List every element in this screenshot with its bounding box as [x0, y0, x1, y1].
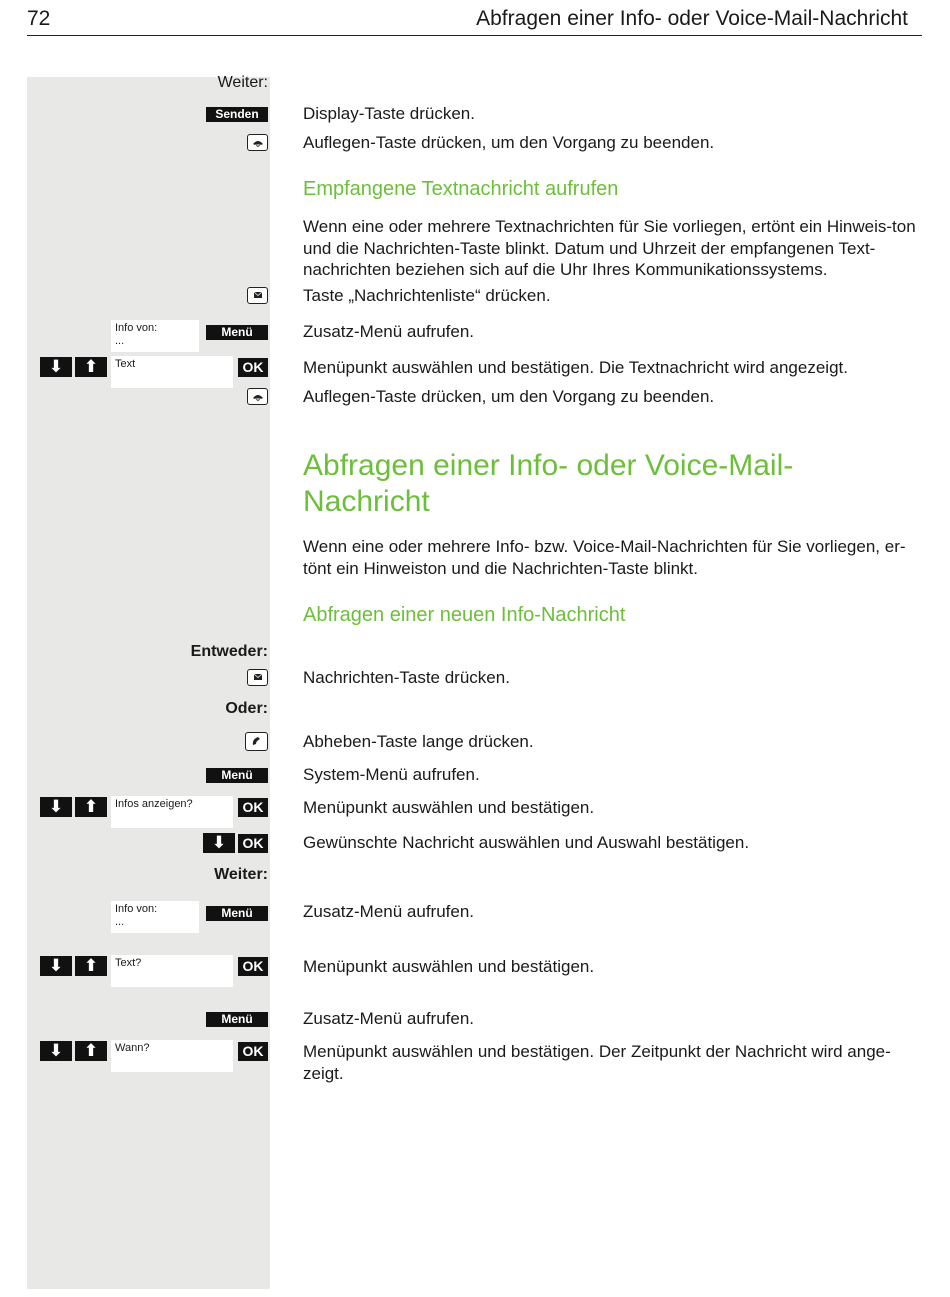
display-text-q — [111, 955, 233, 987]
display-info-von-1 — [111, 320, 199, 352]
display-info-von-2 — [111, 901, 199, 933]
page-header — [27, 0, 922, 36]
display-line-1: Info von: — [115, 903, 158, 915]
para-main: Wenn eine oder mehrere Info- bzw. Voice-Mail-Nachrichten für Sie vorliegen, er-tönt ein Hinweiston und die Nachrichten-Taste blinkt. — [303, 537, 906, 578]
display-infos-anzeigen — [111, 796, 233, 828]
step-select-confirm-2: Menüpunkt auswählen und bestätigen. — [303, 957, 595, 976]
display-wann — [111, 1040, 233, 1072]
menu-softkey: Menü — [206, 906, 268, 921]
display-line-2: ... — [115, 335, 125, 347]
ok-key: OK — [238, 358, 268, 377]
down-arrow-key: ⬇ — [40, 1041, 72, 1061]
envelope-icon — [247, 287, 268, 304]
display-text — [111, 356, 233, 388]
step-display-key: Display-Taste drücken. — [303, 104, 475, 123]
hangup-icon — [247, 388, 268, 405]
step-message-key: Nachrichten-Taste drücken. — [303, 668, 510, 687]
step-extra-menu-2: Zusatz-Menü aufrufen. — [303, 902, 475, 921]
ok-key: OK — [238, 834, 268, 853]
step-extra-menu-3: Zusatz-Menü aufrufen. — [303, 1009, 475, 1028]
handset-icon — [245, 732, 268, 751]
page-number: 72 — [27, 7, 51, 30]
step-system-menu: System-Menü aufrufen. — [303, 765, 480, 784]
running-title: Abfragen einer Info- oder Voice-Mail-Nachricht — [476, 7, 908, 30]
down-arrow-key: ⬇ — [40, 357, 72, 377]
label-weiter-top: Weiter: — [217, 74, 268, 91]
label-oder: Oder: — [225, 700, 268, 717]
up-arrow-key: ⬆ — [75, 956, 107, 976]
step-select-confirm-text: Menüpunkt auswählen und bestätigen. Die Textnachricht wird angezeigt. — [303, 358, 848, 377]
step-hangup-2: Auflegen-Taste drücken, um den Vorgang zu beenden. — [303, 387, 715, 406]
heading-new-info: Abfragen einer neuen Info-Nachricht — [303, 604, 626, 626]
up-arrow-key: ⬆ — [75, 1041, 107, 1061]
heading-received-text: Empfangene Textnachricht aufrufen — [303, 178, 619, 200]
down-arrow-key: ⬇ — [40, 797, 72, 817]
step-select-message: Gewünschte Nachricht auswählen und Auswahl bestätigen. — [303, 833, 750, 852]
ok-key: OK — [238, 1042, 268, 1061]
ok-key: OK — [238, 798, 268, 817]
display-line-1: Info von: — [115, 322, 158, 334]
step-select-confirm-time: Menüpunkt auswählen und bestätigen. Der Zeitpunkt der Nachricht wird ange-zeigt. — [303, 1042, 891, 1083]
menu-softkey: Menü — [206, 1012, 268, 1027]
display-line-1: Infos anzeigen? — [115, 798, 193, 810]
ok-key: OK — [238, 957, 268, 976]
step-hangup-1: Auflegen-Taste drücken, um den Vorgang zu beenden. — [303, 133, 715, 152]
step-select-confirm-1: Menüpunkt auswählen und bestätigen. — [303, 798, 595, 817]
display-line-1: Text — [115, 358, 136, 370]
up-arrow-key: ⬆ — [75, 357, 107, 377]
heading-main: Abfragen einer Info- oder Voice-Mail-Nachricht — [303, 449, 794, 518]
down-arrow-key: ⬇ — [203, 833, 235, 853]
up-arrow-key: ⬆ — [75, 797, 107, 817]
step-message-list: Taste „Nachrichtenliste“ drücken. — [303, 286, 551, 305]
envelope-icon — [247, 669, 268, 686]
down-arrow-key: ⬇ — [40, 956, 72, 976]
display-line-1: Text? — [115, 957, 142, 969]
label-entweder: Entweder: — [190, 643, 268, 660]
label-weiter: Weiter: — [214, 866, 268, 883]
instruction-sidebar — [27, 77, 270, 1289]
menu-softkey: Menü — [206, 325, 268, 340]
display-line-2: ... — [115, 916, 125, 928]
step-extra-menu-1: Zusatz-Menü aufrufen. — [303, 322, 475, 341]
hangup-icon — [247, 134, 268, 151]
para-received-text: Wenn eine oder mehrere Textnachrichten für Sie vorliegen, ertönt ein Hinweis-ton und die Nachrichten-Taste blinkt. Datum und Uhrzeit der empfangenen Text-nachrichten beziehen sich auf die Uhr Ihres Kommunikationssystems. — [303, 217, 916, 279]
menu-softkey: Menü — [206, 768, 268, 783]
step-offhook-long: Abheben-Taste lange drücken. — [303, 732, 534, 751]
senden-softkey: Senden — [206, 107, 268, 122]
display-line-1: Wann? — [115, 1042, 150, 1054]
